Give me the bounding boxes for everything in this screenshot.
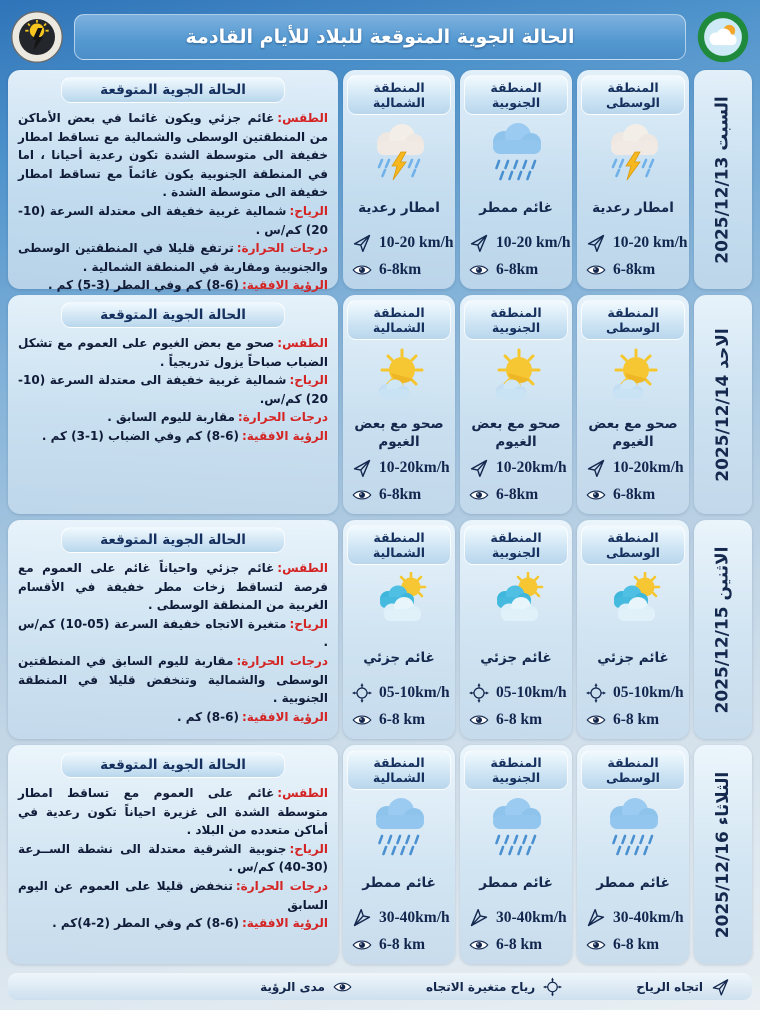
forecast-line-text: (6-8) كم وفي الضباب (1-3) كم . [41, 428, 239, 443]
visibility-value: 6-8 km [379, 710, 426, 728]
forecast-line [18, 784, 328, 840]
thunderstorm-icon [597, 119, 669, 187]
forecast-line [18, 202, 328, 239]
forecast-line [18, 109, 328, 202]
forecast-line-text: متغيرة الاتجاه خفيفة السرعة (05-10) كم/س . [18, 616, 328, 650]
day-row [8, 520, 752, 739]
legend-bar [8, 973, 752, 1000]
condition-label: امطار رعدية [358, 199, 440, 216]
visibility-eye-icon [586, 710, 606, 730]
wind-speed-value: 05-10km/h [496, 683, 567, 701]
forecast-line [18, 652, 328, 708]
forecast-line-label: الرؤية الافقية: [241, 278, 328, 293]
forecast-panel-header: الحالة الجوية المتوقعة [61, 527, 284, 553]
visibility-row [581, 931, 685, 958]
visibility-eye-icon [333, 977, 352, 996]
visibility-eye-icon [352, 935, 372, 955]
region-name: المنطقة الوسطى [581, 300, 685, 340]
wind-direction-icon [352, 458, 372, 478]
forecast-line-text: (6-8) كم . [176, 709, 239, 724]
forecast-line-text: (6-8) كم وفي المطر (3-5) كم . [47, 278, 239, 293]
forecast-line-text: مقاربة لليوم السابق في المنطقتين الوسطى والشمالية وتنخفض قليلا في المنطقة الجنوبية . [18, 653, 328, 706]
region-card [460, 70, 572, 289]
visibility-row [581, 481, 685, 508]
forecast-line [18, 371, 328, 408]
region-card [343, 295, 455, 514]
condition-label: غائم ممطر [596, 874, 670, 891]
variable-wind-icon [586, 683, 606, 703]
visibility-eye-icon [586, 485, 606, 505]
forecast-line [18, 276, 328, 295]
forecast-line-label: الطقس: [277, 561, 328, 575]
condition-label: امطار رعدية [592, 199, 674, 216]
visibility-row [347, 706, 451, 733]
forecast-line-label: الرياح: [289, 841, 328, 856]
region-name: المنطقة الجنوبية [464, 75, 568, 115]
visibility-eye-icon [352, 260, 372, 280]
forecast-panel [8, 70, 338, 293]
forecast-panel [8, 295, 338, 514]
visibility-row [581, 706, 685, 733]
region-card [577, 745, 689, 964]
visibility-row [464, 706, 568, 733]
wind-row [347, 229, 454, 256]
legend-item [260, 977, 352, 996]
forecast-line [18, 334, 328, 371]
forecast-panel-header: الحالة الجوية المتوقعة [61, 77, 284, 103]
forecast-line [18, 914, 328, 933]
visibility-eye-icon [469, 935, 489, 955]
forecast-line-label: الرؤية الافقية: [241, 709, 328, 724]
sun-cloud-icon [597, 344, 669, 412]
forecast-line-label: الطقس: [277, 111, 328, 125]
forecast-line-label: الطقس: [277, 336, 328, 350]
forecast-line-label: الرياح: [289, 616, 328, 631]
wind-speed-value: 10-20km/h [379, 458, 450, 476]
visibility-eye-icon [469, 710, 489, 730]
condition-label: غائم ممطر [479, 874, 553, 891]
wind-speed-value: 30-40km/h [613, 908, 684, 926]
wind-row [464, 229, 571, 256]
visibility-eye-icon [352, 710, 372, 730]
wind-row [347, 904, 451, 931]
date-tab [694, 295, 752, 514]
visibility-eye-icon [586, 260, 606, 280]
visibility-row [581, 256, 685, 283]
visibility-value: 6-8 km [496, 710, 543, 728]
forecast-panel-header: الحالة الجوية المتوقعة [61, 752, 284, 778]
forecast-line-text: شمالية غربية خفيفة الى معتدلة السرعة (10-20) كم/س . [18, 203, 328, 237]
region-name: المنطقة الجنوبية [464, 750, 568, 790]
region-name: المنطقة الجنوبية [464, 525, 568, 565]
condition-label: صحو مع بعض الغيوم [354, 415, 444, 450]
region-name: المنطقة الشمالية [347, 750, 451, 790]
wind-row [581, 904, 685, 931]
wind-speed-value: 05-10km/h [613, 683, 684, 701]
rain-icon [480, 794, 552, 862]
region-name: المنطقة الشمالية [347, 300, 451, 340]
wind-direction-icon [469, 233, 489, 253]
wind-speed-value: 10-20 km/h [496, 233, 571, 251]
date-label: الثلاثاء 2025/12/16 [712, 771, 733, 938]
wind-speed-value: 10-20 km/h [613, 233, 688, 251]
forecast-line-text: جنوبية الشرقية معتدلة الى نشطة الســرعة (30-40) كم/س . [18, 841, 328, 875]
wind-speed-value: 10-20km/h [613, 458, 684, 476]
forecast-line-text: مقاربة لليوم السابق . [107, 410, 235, 425]
legend-item [426, 977, 562, 996]
forecast-panel [8, 745, 338, 964]
wind-speed-value: 30-40km/h [496, 908, 567, 926]
wind-row [347, 679, 451, 706]
weather-authority-logo-icon [696, 10, 750, 64]
date-tab [694, 70, 752, 289]
visibility-row [464, 931, 568, 958]
visibility-eye-icon [586, 935, 606, 955]
visibility-value: 6-8km [496, 260, 539, 278]
forecast-line-label: الرياح: [289, 373, 328, 388]
visibility-row [347, 481, 451, 508]
wind-row [581, 454, 685, 481]
region-card [460, 295, 572, 514]
visibility-row [347, 931, 451, 958]
forecast-line-text: صحو مع بعض الغيوم على العموم مع تشكل الضباب صباحاً يزول تدريجياً . [18, 336, 328, 369]
rain-icon [480, 119, 552, 187]
region-name: المنطقة الوسطى [581, 75, 685, 115]
wind-direction-icon [586, 233, 606, 253]
forecast-line-label: الرؤية الافقية: [241, 916, 328, 931]
forecast-line-label: درجات الحرارة: [236, 241, 328, 256]
wind-speed-value: 10-20km/h [496, 458, 567, 476]
forecast-panel-header: الحالة الجوية المتوقعة [61, 302, 284, 328]
forecast-line-text: غائم جزئي واحياناً غائم على العموم مع فرصة لتساقط زخات مطر خفيفة في الأقسام الغربية من المنطقة الوسطى . [18, 561, 328, 613]
partly-cloudy-icon [597, 569, 669, 637]
wind-direction-icon [469, 458, 489, 478]
legend-label: اتجاه الرياح [636, 979, 703, 994]
region-card [460, 520, 572, 739]
variable-wind-icon [543, 977, 562, 996]
forecast-panel [8, 520, 338, 739]
forecast-line-text: شمالية غربية خفيفة الى معتدلة السرعة (10-20) كم/س. [18, 373, 328, 406]
sun-cloud-icon [363, 344, 435, 412]
visibility-value: 6-8km [379, 485, 422, 503]
legend-label: مدى الرؤية [260, 979, 325, 994]
wind-speed-value: 10-20 km/h [379, 233, 454, 251]
wind-row [464, 679, 568, 706]
wind-speed-value: 05-10km/h [379, 683, 450, 701]
region-name: المنطقة الوسطى [581, 525, 685, 565]
visibility-eye-icon [469, 485, 489, 505]
condition-label: غائم جزئي [597, 649, 669, 666]
visibility-row [464, 481, 568, 508]
region-card [343, 520, 455, 739]
region-name: المنطقة الشمالية [347, 525, 451, 565]
forecast-line-text: غائم على العموم مع تساقط امطار متوسطة الشدة الى غزيرة احياناً تكون رعدية في أماكن متعدده من البلاد . [18, 786, 328, 838]
wind-row [581, 679, 685, 706]
visibility-value: 6-8km [613, 485, 656, 503]
wind-direction-ne-icon [469, 908, 489, 928]
wind-direction-ne-icon [586, 908, 606, 928]
region-name: المنطقة الجنوبية [464, 300, 568, 340]
forecast-rows [8, 70, 752, 964]
forecast-line-label: درجات الحرارة: [235, 878, 328, 893]
rain-icon [363, 794, 435, 862]
forecast-line [18, 615, 328, 652]
visibility-row [347, 256, 451, 283]
sun-cloud-icon [480, 344, 552, 412]
forecast-line-label: درجات الحرارة: [236, 653, 328, 668]
legend-label: رياح متغيرة الاتجاه [425, 979, 536, 994]
wind-row [464, 904, 568, 931]
wind-row [581, 229, 688, 256]
wind-direction-icon [586, 458, 606, 478]
forecast-line [18, 559, 328, 615]
visibility-row [464, 256, 568, 283]
date-label: الاحد 2025/12/14 [713, 327, 733, 482]
region-card [577, 520, 689, 739]
visibility-value: 6-8 km [379, 935, 426, 953]
forecast-line-text: تنخفض قليلا على العموم عن اليوم السابق [18, 878, 328, 912]
forecast-line-label: درجات الحرارة: [237, 410, 328, 425]
rain-icon [597, 794, 669, 862]
condition-label: صحو مع بعض الغيوم [588, 415, 678, 450]
region-card [343, 745, 455, 964]
visibility-value: 6-8 km [496, 935, 543, 953]
condition-label: صحو مع بعض الغيوم [471, 415, 561, 450]
date-label: السبت 2025/12/13 [712, 95, 733, 264]
visibility-value: 6-8km [613, 260, 656, 278]
title-bar [10, 10, 750, 64]
wind-speed-value: 30-40km/h [379, 908, 450, 926]
region-card [577, 295, 689, 514]
forecast-line-text: غائم جزئي ويكون غائما في بعض الأماكن من المنطقتين الوسطى والشمالية مع تساقط امطار خفيفة الى متوسطة الشدة تكون رعدية أحيانا ، اما في المنطقة الجنوبية يكون غائماً مع تساقط امطار خفيفة الى متوسطة الشدة . [18, 111, 328, 200]
region-card [343, 70, 455, 289]
forecast-line [18, 840, 328, 877]
region-card [460, 745, 572, 964]
region-card [577, 70, 689, 289]
date-tab [694, 745, 752, 964]
forecast-line [18, 239, 328, 276]
page-title: الحالة الجوية المتوقعة للبلاد للأيام القادمة [74, 14, 686, 60]
thunderstorm-icon [363, 119, 435, 187]
forecast-line [18, 708, 328, 727]
forecast-line-label: الرؤية الافقية: [241, 428, 328, 443]
wind-row [464, 454, 568, 481]
meteorology-seal-logo-icon [10, 10, 64, 64]
visibility-eye-icon [352, 485, 372, 505]
wind-direction-icon [352, 233, 372, 253]
region-name: المنطقة الوسطى [581, 750, 685, 790]
variable-wind-icon [352, 683, 372, 703]
forecast-line-text: (6-8) كم وفي المطر (2-4)كم . [52, 916, 239, 931]
day-row [8, 295, 752, 514]
forecast-line [18, 427, 328, 446]
visibility-value: 6-8km [496, 485, 539, 503]
visibility-eye-icon [469, 260, 489, 280]
wind-direction-icon [711, 977, 730, 996]
condition-label: غائم جزئي [480, 649, 552, 666]
condition-label: غائم ممطر [479, 199, 553, 216]
visibility-value: 6-8 km [613, 710, 660, 728]
condition-label: غائم جزئي [363, 649, 435, 666]
region-name: المنطقة الشمالية [347, 75, 451, 115]
date-tab [694, 520, 752, 739]
day-row [8, 70, 752, 293]
partly-cloudy-icon [363, 569, 435, 637]
forecast-line [18, 408, 328, 427]
partly-cloudy-icon [480, 569, 552, 637]
variable-wind-icon [469, 683, 489, 703]
forecast-line-label: الرياح: [289, 203, 328, 218]
legend-item [636, 977, 730, 996]
forecast-line [18, 877, 328, 914]
wind-row [347, 454, 451, 481]
visibility-value: 6-8km [379, 260, 422, 278]
wind-direction-ne-icon [352, 908, 372, 928]
visibility-value: 6-8 km [613, 935, 660, 953]
forecast-line-text: ترتفع قليلا في المنطقتين الوسطى والجنوبية ومقاربة في المنطقة الشمالية . [18, 241, 328, 274]
condition-label: غائم ممطر [362, 874, 436, 891]
forecast-line-label: الطقس: [277, 786, 328, 800]
date-label: الاثنين 2025/12/15 [712, 545, 733, 714]
day-row [8, 745, 752, 964]
